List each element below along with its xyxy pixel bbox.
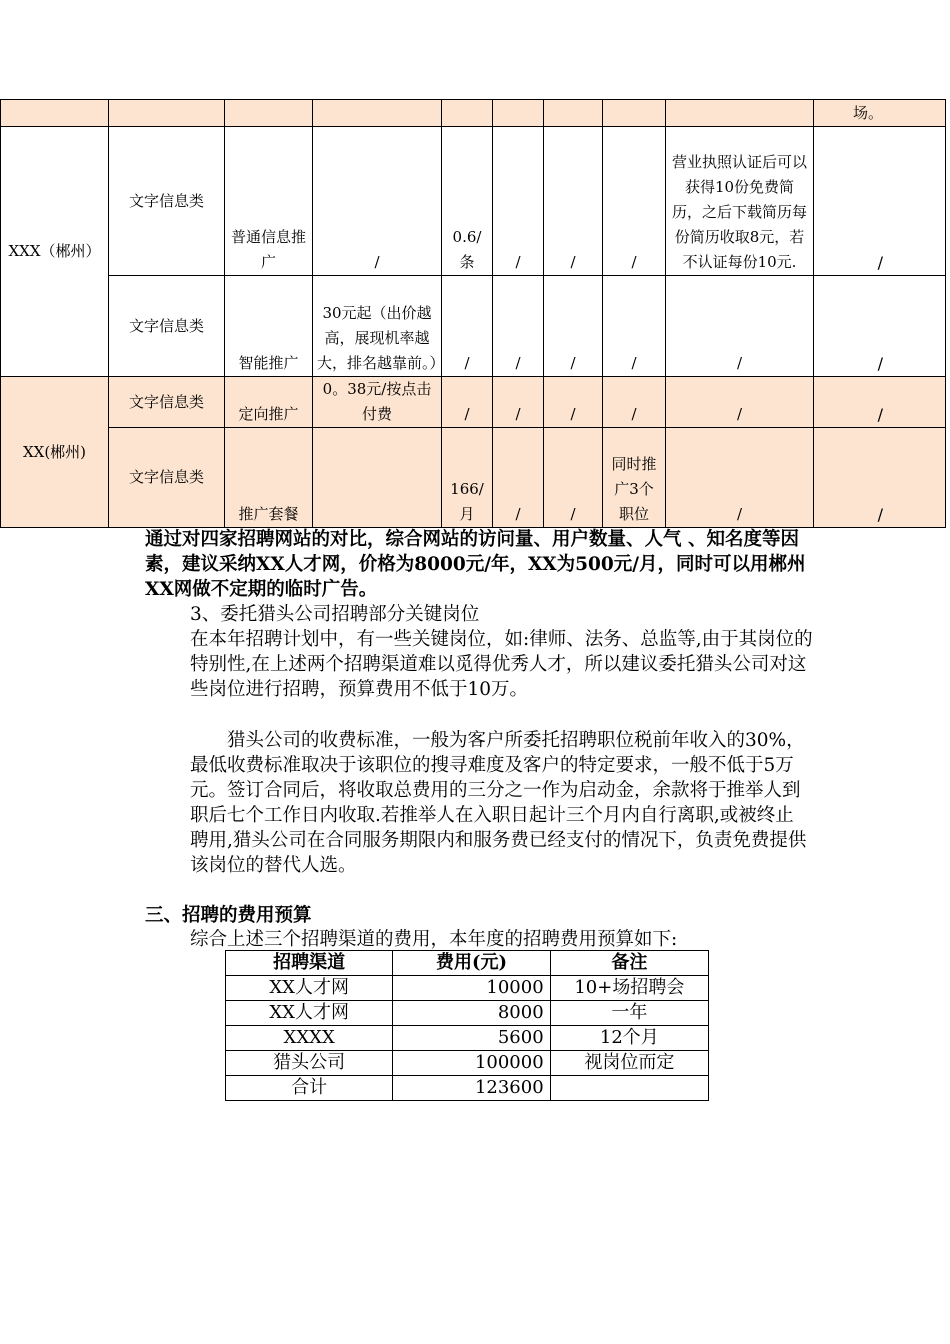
table-cell: / bbox=[544, 377, 603, 428]
table-row bbox=[226, 1076, 709, 1101]
table-cell: / bbox=[814, 276, 946, 377]
table-cell: 0。38元/按点击付费 bbox=[313, 377, 442, 428]
name-cell: 推广套餐 bbox=[225, 428, 313, 528]
channel-cell: 猎头公司 bbox=[226, 1051, 393, 1076]
section-heading: 3、委托猎头公司招聘部分关键岗位 bbox=[190, 604, 480, 625]
table-row bbox=[226, 1001, 709, 1026]
table-cell: 同时推广3个职位 bbox=[603, 428, 666, 528]
table-cell: / bbox=[493, 377, 544, 428]
type-cell: 文字信息类 bbox=[109, 276, 225, 377]
table-cell: / bbox=[814, 377, 946, 428]
table-cell: / bbox=[603, 377, 666, 428]
type-cell: 文字信息类 bbox=[109, 127, 225, 276]
table-cell: 30元起（出价越高，展现机率越大，排名越靠前。） bbox=[313, 276, 442, 377]
body-paragraph: 在本年招聘计划中，有一些关键岗位，如:律师、法务、总监等,由于其岗位的特别性,在上述两个招聘渠道难以觅得优秀人才，所以建议委托猎头公司对这些岗位进行招聘，预算费用不低于10万。 bbox=[190, 629, 813, 700]
site-cell: XXX（郴州） bbox=[1, 127, 109, 377]
table-row bbox=[1, 127, 946, 276]
table-cell: / bbox=[493, 276, 544, 377]
name-cell: 智能推广 bbox=[225, 276, 313, 377]
table-cell: / bbox=[814, 127, 946, 276]
cost-cell: 8000 bbox=[393, 1001, 550, 1026]
note-cell: / bbox=[666, 377, 814, 428]
table-cell: / bbox=[493, 127, 544, 276]
remark-cell: 一年 bbox=[550, 1001, 708, 1026]
budget-heading: 三、招聘的费用预算 bbox=[145, 905, 312, 926]
note-cell: 营业执照认证后可以获得10份免费简历，之后下载简历每份简历收取8元，若不认证每份10元. bbox=[666, 127, 814, 276]
site-cell: XX(郴州) bbox=[1, 377, 109, 528]
table-cell: / bbox=[493, 428, 544, 528]
table-header-row bbox=[226, 951, 709, 976]
table-cell: / bbox=[544, 276, 603, 377]
table-cell: / bbox=[603, 276, 666, 377]
table-row bbox=[1, 377, 946, 428]
budget-intro: 综合上述三个招聘渠道的费用，本年度的招聘费用预算如下: bbox=[190, 929, 678, 950]
table-row bbox=[226, 1026, 709, 1051]
column-header: 费用(元) bbox=[393, 951, 550, 976]
table-cell: / bbox=[442, 377, 493, 428]
table-cell: / bbox=[313, 127, 442, 276]
total-label-cell: 合计 bbox=[226, 1076, 393, 1101]
cost-cell: 10000 bbox=[393, 976, 550, 1001]
channel-cell: XX人才网 bbox=[226, 1001, 393, 1026]
table-cell: 场。 bbox=[814, 100, 946, 127]
table-cell: 166/月 bbox=[442, 428, 493, 528]
channel-cell: XX人才网 bbox=[226, 976, 393, 1001]
table-cell: 0.6/条 bbox=[442, 127, 493, 276]
column-header: 招聘渠道 bbox=[226, 951, 393, 976]
name-cell: 定向推广 bbox=[225, 377, 313, 428]
note-cell: / bbox=[666, 276, 814, 377]
conclusion-paragraph: 通过对四家招聘网站的对比，综合网站的访问量、用户数量、人气 、知名度等因素，建议采纳XX人才网，价格为8000元/年，XX为500元/月，同时可以用郴州XX网做不定期的临时广告。 bbox=[145, 529, 806, 600]
table-row bbox=[226, 976, 709, 1001]
remark-cell bbox=[550, 1076, 708, 1101]
website-comparison-table bbox=[0, 99, 946, 528]
column-header: 备注 bbox=[550, 951, 708, 976]
table-cell: / bbox=[442, 276, 493, 377]
channel-cell: XXXX bbox=[226, 1026, 393, 1051]
remark-cell: 12个月 bbox=[550, 1026, 708, 1051]
table-cell: / bbox=[544, 127, 603, 276]
table-row bbox=[1, 428, 946, 528]
table-row bbox=[226, 1051, 709, 1076]
table-row bbox=[1, 276, 946, 377]
table-cell: / bbox=[603, 127, 666, 276]
remark-cell: 10+场招聘会 bbox=[550, 976, 708, 1001]
table-cell: / bbox=[544, 428, 603, 528]
table-cell: / bbox=[814, 428, 946, 528]
cost-cell: 100000 bbox=[393, 1051, 550, 1076]
remark-cell: 视岗位而定 bbox=[550, 1051, 708, 1076]
body-paragraph: 猎头公司的收费标准，一般为客户所委托招聘职位税前年收入的30%，最低收费标准取决于该职位的搜寻难度及客户的特定要求，一般不低于5万元。签订合同后，将收取总费用的三分之一作为启动金，余款将于推举人到职后七个工作日内收取.若推举人在入职日起计三个月内自行离职,或被终止聘用,猎头公司在合同服务期限内和服务费已经支付的情况下，负责免费提供该岗位的替代人选。 bbox=[190, 730, 807, 876]
table-cell bbox=[313, 428, 442, 528]
type-cell: 文字信息类 bbox=[109, 377, 225, 428]
type-cell: 文字信息类 bbox=[109, 428, 225, 528]
budget-table bbox=[225, 950, 709, 1101]
table-row bbox=[1, 100, 946, 127]
cost-cell: 5600 bbox=[393, 1026, 550, 1051]
total-cost-cell: 123600 bbox=[393, 1076, 550, 1101]
note-cell: / bbox=[666, 428, 814, 528]
name-cell: 普通信息推广 bbox=[225, 127, 313, 276]
